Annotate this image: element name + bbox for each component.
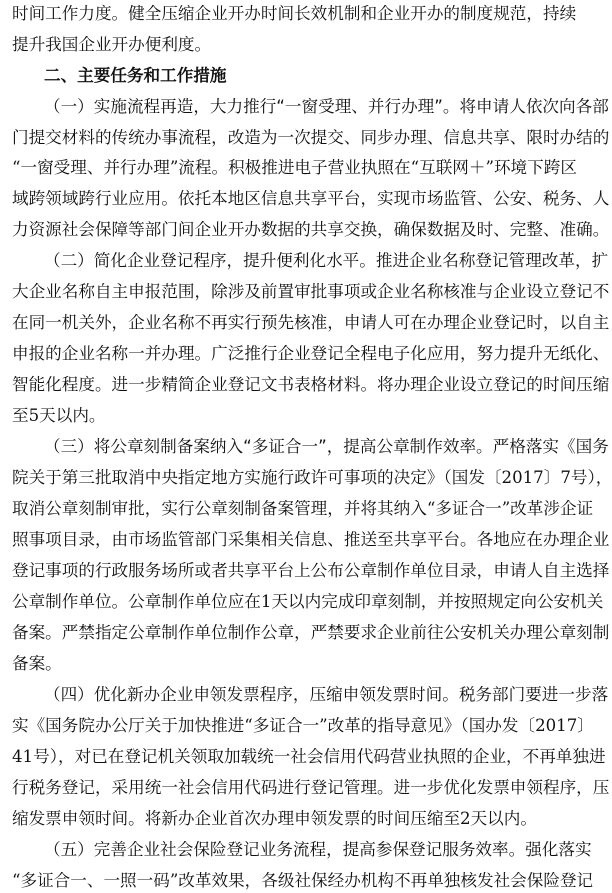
body-line: 门提交材料的传统办事流程，改造为一次提交、同步办理、信息共享、限时办结的 xyxy=(12,128,610,147)
paragraph-4-lead: （四）优化新办企业申领发票程序，压缩申领发票时间。税务部门要进一步落 xyxy=(44,685,609,704)
body-line: 行税务登记，采用统一社会信用代码进行登记管理。进一步优化发票申领程序，压 xyxy=(12,778,610,797)
body-line: 大企业名称自主申报范围，除涉及前置审批事项或企业名称核准与企业设立登记不 xyxy=(12,282,610,301)
body-line: 照事项目录，由市场监管部门采集相关信息、推送至共享平台。各地应在办理企业 xyxy=(12,530,610,549)
paragraph-5-lead: （五）完善企业社会保险登记业务流程，提高参保登记服务效率。强化落实 xyxy=(44,840,592,859)
body-line: “一窗受理、并行办理”流程。积极推进电子营业执照在“互联网＋”环境下跨区 xyxy=(12,158,577,177)
body-line: 在同一机关外，企业名称不再实行预先核准，申请人可在办理企业登记时，以自主 xyxy=(12,313,610,332)
body-line: 申报的企业名称一并办理。广泛推行企业登记全程电子化应用，努力提升无纸化、 xyxy=(12,344,610,363)
body-line: 域跨领域跨行业应用。依托本地区信息共享平台，实现市场监管、公安、税务、人 xyxy=(12,189,610,208)
paragraph-1-lead: （一）实施流程再造，大力推行“一窗受理、并行办理”。将申请人依次向各部 xyxy=(44,97,609,116)
body-line: 智能化程度。进一步精简企业登记文书表格材料。将办理企业设立登记的时间压缩 xyxy=(12,375,610,394)
body-line: 院关于第三批取消中央指定地方实施行政许可事项的决定》（国发〔2017〕7号）， xyxy=(12,468,612,487)
body-line: 提升我国企业开办便利度。 xyxy=(12,35,212,54)
body-line: 实《国务院办公厅关于加快推进“多证合一”改革的指导意见》（国办发〔2017〕 xyxy=(12,716,594,735)
body-line: 时间工作力度。健全压缩企业开办时间长效机制和企业开办的制度规范，持续 xyxy=(12,4,577,23)
body-line: 备案。 xyxy=(12,654,62,673)
body-line: 取消公章刻制审批，实行公章刻制备案管理，并将其纳入“多证合一”改革涉企证 xyxy=(12,499,594,518)
body-line: 备案。严禁指定公章制作单位制作公章，严禁要求企业前往公安机关办理公章刻制 xyxy=(12,623,610,642)
body-line: 41号），对已在登记机关领取加载统一社会信用代码营业执照的企业，不再单独进 xyxy=(12,747,606,766)
body-line: 公章制作单位。公章制作单位应在1天以内完成印章刻制，并按照规定向公安机关 xyxy=(12,592,604,611)
section-heading: 二、主要任务和工作措施 xyxy=(44,66,227,85)
paragraph-2-lead: （二）简化企业登记程序，提升便利化水平。推进企业名称登记管理改革，扩 xyxy=(44,251,609,270)
body-line: 登记事项的行政服务场所或者共享平台上公布公章制作单位目录，申请人自主选择 xyxy=(12,561,610,580)
body-line: “多证合一、一照一码”改革效果，各级社保经办机构不再单独核发社会保险登记 xyxy=(12,871,594,890)
paragraph-3-lead: （三）将公章刻制备案纳入“多证合一”，提高公章制作效率。严格落实《国务 xyxy=(44,437,609,456)
body-line: 至5天以内。 xyxy=(12,406,106,425)
body-line: 力资源社会保障等部门间企业开办数据的共享交换，确保数据及时、完整、准确。 xyxy=(12,220,610,239)
body-line: 缩发票申领时间。将新办企业首次办理申领发票的时间压缩至2天以内。 xyxy=(12,809,537,828)
